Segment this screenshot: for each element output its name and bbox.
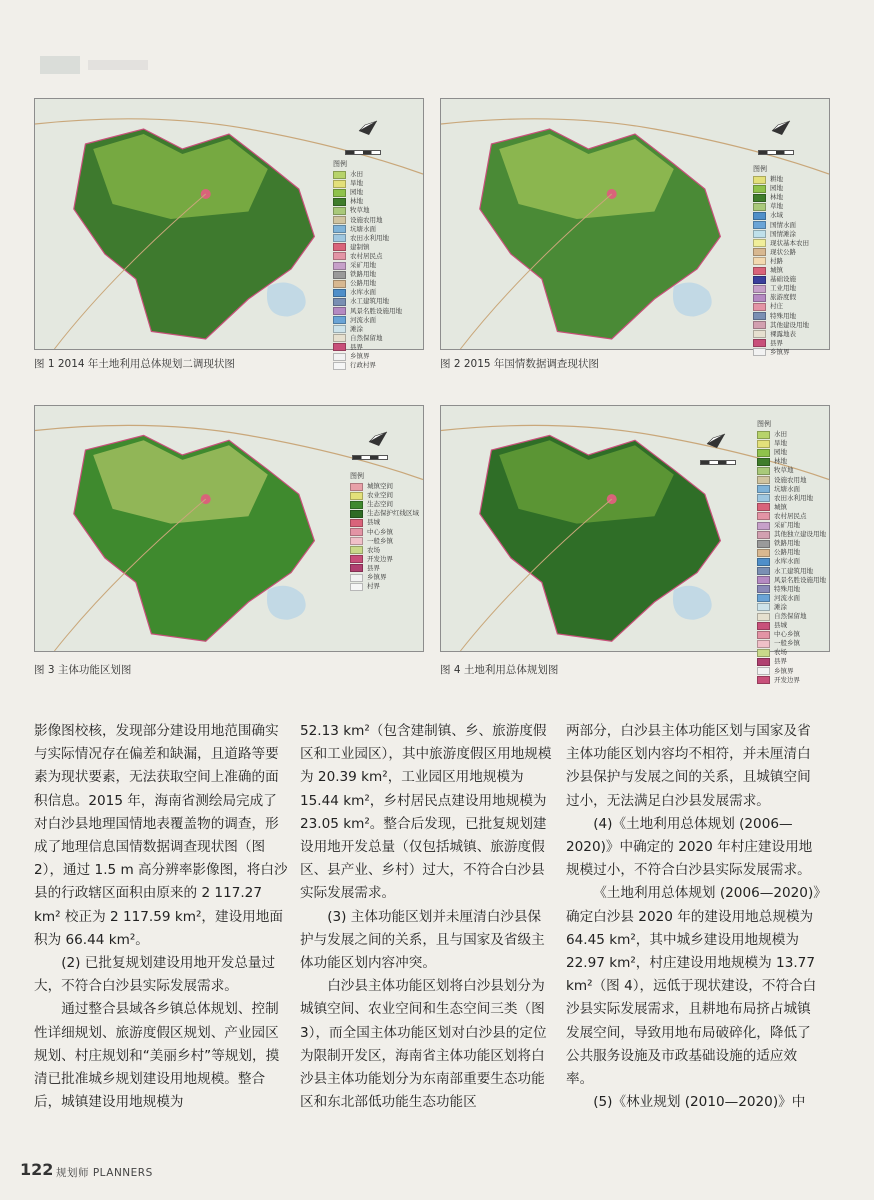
- legend-swatch: [753, 303, 766, 311]
- legend-swatch: [757, 440, 770, 448]
- legend-swatch: [333, 252, 346, 260]
- legend-label: 现状公路: [770, 247, 796, 256]
- legend-item: [333, 225, 402, 234]
- legend-item: [333, 234, 402, 243]
- legend-swatch: [757, 494, 770, 502]
- legend-label: 现状基本农田: [770, 238, 809, 247]
- legend-item: [753, 230, 809, 239]
- legend-swatch: [333, 289, 346, 297]
- scale-bar: [758, 150, 794, 155]
- legend-swatch: [753, 239, 766, 247]
- legend-label: 自然保留地: [774, 611, 807, 620]
- legend-label: 村界: [367, 582, 380, 591]
- legend-label: 乡镇界: [367, 573, 387, 582]
- legend-swatch: [757, 522, 770, 530]
- legend-label: 铁路用地: [350, 270, 376, 279]
- legend-swatch: [350, 528, 363, 536]
- legend-swatch: [333, 307, 346, 315]
- legend-swatch: [753, 248, 766, 256]
- legend-item: [753, 284, 809, 293]
- map-legend: [753, 165, 809, 357]
- paragraph: (3) 主体功能区划并未厘清白沙县保护与发展之间的关系，且与国家及省级主体功能区划内容冲突。: [300, 908, 545, 972]
- legend-label: 风景名胜设施用地: [774, 575, 826, 584]
- legend-label: 河流水面: [350, 315, 376, 324]
- scale-bar: [352, 455, 388, 460]
- legend-label: 水田: [350, 170, 363, 179]
- legend-label: 设施农用地: [350, 215, 383, 224]
- figure-caption: 图 3 主体功能区划图: [34, 664, 132, 676]
- legend-label: 旱地: [350, 179, 363, 188]
- legend-label: 特殊用地: [770, 311, 796, 320]
- paragraph: (5)《林业规划 (2010—2020)》中: [593, 1094, 806, 1111]
- legend-label: 县城: [774, 621, 787, 630]
- legend-label: 基础设施: [770, 275, 796, 284]
- legend-swatch: [753, 221, 766, 229]
- figure-caption: 图 4 土地利用总体规划图: [440, 664, 559, 676]
- legend-swatch: [753, 276, 766, 284]
- legend-label: 国情水面: [770, 220, 796, 229]
- legend-label: 园地: [350, 188, 363, 197]
- legend-swatch: [333, 207, 346, 215]
- legend-item: [753, 330, 809, 339]
- legend-item: [333, 279, 402, 288]
- legend-item: [753, 184, 809, 193]
- legend-swatch: [753, 176, 766, 184]
- legend-item: [350, 546, 419, 555]
- legend-item: [757, 630, 826, 639]
- legend-swatch: [350, 546, 363, 554]
- legend-swatch: [333, 316, 346, 324]
- legend-item: [757, 567, 826, 576]
- legend-label: 旱地: [774, 439, 787, 448]
- legend-item: [350, 518, 419, 527]
- legend-label: 建制镇: [350, 242, 370, 251]
- figure-caption: 图 1 2014 年土地利用总体规划二调现状图: [34, 358, 235, 370]
- legend-swatch: [753, 267, 766, 275]
- legend-label: 开发边界: [367, 554, 393, 563]
- legend-swatch: [350, 537, 363, 545]
- legend-item: [757, 439, 826, 448]
- legend-item: [753, 221, 809, 230]
- legend-swatch: [753, 285, 766, 293]
- legend-item: [350, 500, 419, 509]
- legend-swatch: [333, 262, 346, 270]
- legend-item: [757, 530, 826, 539]
- legend-label: 水库水面: [350, 288, 376, 297]
- legend-label: 林地: [770, 193, 783, 202]
- legend-item: [757, 503, 826, 512]
- legend-label: 牧草地: [774, 466, 794, 475]
- paragraph: 白沙县主体功能区划将白沙县划分为城镇空间、农业空间和生态空间三类（图 3），而全国主体功能区划对白沙县的定位为限制开发区，海南省主体功能区划将白沙县主体功能划分为东南部重要生态功能区和东北部低功能生态功能区: [300, 978, 547, 1111]
- legend-label: 采矿用地: [350, 261, 376, 270]
- legend-item: [757, 603, 826, 612]
- legend-label: 农场: [774, 648, 787, 657]
- journal-name: 规划师 PLANNERS: [56, 1167, 153, 1179]
- legend-swatch: [757, 567, 770, 575]
- legend-swatch: [757, 631, 770, 639]
- legend-title: 图例: [757, 420, 771, 428]
- legend-label: 河流水面: [774, 593, 800, 602]
- legend-swatch: [350, 574, 363, 582]
- legend-swatch: [757, 549, 770, 557]
- legend-swatch: [757, 449, 770, 457]
- legend-item: [753, 321, 809, 330]
- legend-item: [333, 179, 402, 188]
- legend-item: [757, 657, 826, 666]
- legend-item: [753, 175, 809, 184]
- legend-swatch: [350, 564, 363, 572]
- legend-swatch: [753, 212, 766, 220]
- legend-label: 裸露地表: [770, 329, 796, 338]
- legend-swatch: [753, 185, 766, 193]
- legend-item: [757, 648, 826, 657]
- legend-swatch: [757, 540, 770, 548]
- legend-item: [350, 528, 419, 537]
- paragraph: 通过整合县域各乡镇总体规划、控制性详细规划、旅游度假区规划、产业园区规划、村庄规划和“美丽乡村”等规划，摸清已批准城乡规划建设用地规模。整合后，城镇建设用地规模为: [34, 1001, 280, 1111]
- figure-caption: 图 2 2015 年国情数据调查现状图: [440, 358, 599, 370]
- legend-swatch: [753, 321, 766, 329]
- text-column-left: [34, 720, 288, 1114]
- legend-label: 村庄: [770, 302, 783, 311]
- legend-item: [753, 302, 809, 311]
- legend-item: [350, 582, 419, 591]
- legend-item: [757, 621, 826, 630]
- legend-label: 县界: [350, 342, 363, 351]
- legend-swatch: [757, 658, 770, 666]
- legend-label: 农田水利用地: [774, 493, 813, 502]
- legend-label: 特殊用地: [774, 584, 800, 593]
- legend-item: [333, 270, 402, 279]
- legend-label: 工业用地: [770, 284, 796, 293]
- legend-label: 生态保护红线区域: [367, 509, 419, 518]
- text-column-right: [566, 720, 824, 1114]
- legend-label: 公路用地: [774, 548, 800, 557]
- legend-item: [333, 216, 402, 225]
- legend-swatch: [757, 649, 770, 657]
- legend-item: [350, 491, 419, 500]
- legend-swatch: [757, 431, 770, 439]
- legend-label: 县界: [774, 657, 787, 666]
- legend-item: [350, 537, 419, 546]
- legend-label: 农业空间: [367, 491, 393, 500]
- legend-item: [757, 557, 826, 566]
- legend-label: 铁路用地: [774, 539, 800, 548]
- legend-item: [333, 307, 402, 316]
- paragraph: (4)《土地利用总体规划 (2006—2020)》中确定的 2020 年村庄建设用地规模过小，不符合白沙县实际发展需求。: [566, 815, 813, 879]
- legend-swatch: [333, 189, 346, 197]
- legend-label: 风景名胜设施用地: [350, 306, 402, 315]
- legend-swatch: [757, 503, 770, 511]
- legend-swatch: [753, 294, 766, 302]
- legend-item: [350, 564, 419, 573]
- legend-label: 行政村界: [350, 361, 376, 370]
- legend-label: 采矿用地: [774, 521, 800, 530]
- legend-label: 水工建筑用地: [350, 297, 389, 306]
- legend-item: [757, 466, 826, 475]
- legend-label: 园地: [774, 448, 787, 457]
- legend-label: 其他建设用地: [770, 320, 809, 329]
- legend-label: 中心乡镇: [367, 527, 393, 536]
- legend-swatch: [350, 492, 363, 500]
- legend-swatch: [350, 501, 363, 509]
- legend-item: [333, 352, 402, 361]
- legend-swatch: [753, 348, 766, 356]
- legend-item: [350, 482, 419, 491]
- legend-item: [757, 512, 826, 521]
- legend-label: 水库水面: [774, 557, 800, 566]
- paragraph: 两部分，白沙县主体功能区划与国家及省主体功能区划内容均不相符，并未厘清白沙县保护与发展之间的关系，且城镇空间过小，无法满足白沙县发展需求。: [566, 723, 811, 809]
- north-arrow-icon: [357, 117, 379, 137]
- legend-item: [333, 252, 402, 261]
- legend-item: [757, 539, 826, 548]
- page-number: 122: [20, 1160, 54, 1179]
- legend-label: 旅游度假: [770, 293, 796, 302]
- legend-swatch: [753, 230, 766, 238]
- legend-item: [757, 676, 826, 685]
- legend-swatch: [333, 225, 346, 233]
- legend-swatch: [350, 510, 363, 518]
- legend-item: [350, 555, 419, 564]
- legend-swatch: [753, 312, 766, 320]
- legend-item: [753, 239, 809, 248]
- legend-item: [333, 343, 402, 352]
- legend-item: [757, 585, 826, 594]
- legend-label: 中心乡镇: [774, 630, 800, 639]
- paragraph: 52.13 km²（包含建制镇、乡、旅游度假区和工业园区），其中旅游度假区用地规模为 20.39 km²，工业园区用地规模为 15.44 km²，乡村居民点建设用地规模为 23.05 km²。整合后发现，已批复规划建设用地开发总量（仅包括城镇、旅游度假区、县产业、乡村）过大，不符合白沙县实际发展需求。: [300, 723, 552, 902]
- legend-swatch: [350, 555, 363, 563]
- legend-item: [757, 639, 826, 648]
- legend-label: 园地: [770, 184, 783, 193]
- legend-item: [333, 334, 402, 343]
- north-arrow-icon: [367, 428, 389, 448]
- legend-item: [757, 594, 826, 603]
- legend-item: [350, 509, 419, 518]
- legend-swatch: [333, 234, 346, 242]
- legend-item: [757, 476, 826, 485]
- legend-item: [753, 257, 809, 266]
- legend-swatch: [333, 271, 346, 279]
- legend-swatch: [757, 622, 770, 630]
- legend-label: 一般乡镇: [367, 536, 393, 545]
- map-legend: [350, 472, 419, 591]
- legend-item: [333, 325, 402, 334]
- legend-swatch: [753, 257, 766, 265]
- legend-label: 其他独立建设用地: [774, 530, 826, 539]
- legend-label: 农田水利用地: [350, 233, 389, 242]
- map-legend: [333, 160, 402, 370]
- legend-item: [333, 188, 402, 197]
- legend-swatch: [333, 353, 346, 361]
- legend-label: 耕地: [770, 175, 783, 184]
- legend-swatch: [333, 171, 346, 179]
- legend-swatch: [757, 512, 770, 520]
- legend-swatch: [757, 603, 770, 611]
- legend-label: 城镇: [774, 502, 787, 511]
- legend-label: 县城: [367, 518, 380, 527]
- legend-swatch: [333, 243, 346, 251]
- map-legend: [757, 420, 826, 685]
- legend-swatch: [333, 216, 346, 224]
- legend-swatch: [757, 667, 770, 675]
- legend-title: 图例: [350, 472, 364, 480]
- legend-label: 一般乡镇: [774, 639, 800, 648]
- legend-item: [333, 261, 402, 270]
- legend-label: 牧草地: [350, 206, 370, 215]
- legend-item: [333, 206, 402, 215]
- legend-item: [757, 485, 826, 494]
- legend-label: 水域: [770, 211, 783, 220]
- legend-label: 国情滩涂: [770, 229, 796, 238]
- legend-item: [333, 243, 402, 252]
- legend-item: [757, 576, 826, 585]
- legend-swatch: [333, 325, 346, 333]
- text-column-middle: [300, 720, 554, 1114]
- legend-swatch: [753, 194, 766, 202]
- legend-label: 坑塘水面: [774, 484, 800, 493]
- legend-label: 农场: [367, 545, 380, 554]
- legend-item: [757, 494, 826, 503]
- legend-item: [757, 667, 826, 676]
- legend-label: 水田: [774, 430, 787, 439]
- legend-item: [333, 361, 402, 370]
- legend-swatch: [757, 467, 770, 475]
- legend-swatch: [757, 676, 770, 684]
- legend-swatch: [333, 280, 346, 288]
- legend-item: [350, 573, 419, 582]
- legend-label: 县界: [770, 338, 783, 347]
- legend-swatch: [333, 198, 346, 206]
- legend-label: 生态空间: [367, 500, 393, 509]
- legend-item: [333, 297, 402, 306]
- legend-item: [757, 612, 826, 621]
- legend-item: [753, 266, 809, 275]
- legend-swatch: [350, 519, 363, 527]
- paragraph: (2) 已批复规划建设用地开发总量过大，不符合白沙县实际发展需求。: [34, 955, 276, 995]
- legend-swatch: [350, 483, 363, 491]
- legend-label: 开发边界: [774, 675, 800, 684]
- legend-title: 图例: [753, 165, 767, 173]
- legend-label: 城镇: [770, 266, 783, 275]
- legend-swatch: [757, 613, 770, 621]
- header-watermark: [40, 52, 160, 78]
- scale-bar: [345, 150, 381, 155]
- legend-swatch: [757, 576, 770, 584]
- legend-label: 公路用地: [350, 279, 376, 288]
- legend-swatch: [753, 330, 766, 338]
- legend-swatch: [757, 585, 770, 593]
- legend-swatch: [333, 298, 346, 306]
- legend-swatch: [757, 458, 770, 466]
- legend-label: 村路: [770, 256, 783, 265]
- legend-swatch: [333, 362, 346, 370]
- legend-title: 图例: [333, 160, 347, 168]
- legend-label: 林地: [350, 197, 363, 206]
- legend-swatch: [757, 485, 770, 493]
- legend-swatch: [757, 558, 770, 566]
- legend-swatch: [333, 180, 346, 188]
- legend-item: [753, 193, 809, 202]
- legend-item: [753, 348, 809, 357]
- legend-label: 水工建筑用地: [774, 566, 813, 575]
- legend-label: 县界: [367, 563, 380, 572]
- legend-item: [333, 170, 402, 179]
- legend-label: 农村居民点: [350, 251, 383, 260]
- legend-item: [753, 339, 809, 348]
- legend-label: 草地: [770, 202, 783, 211]
- legend-swatch: [757, 531, 770, 539]
- legend-swatch: [757, 594, 770, 602]
- legend-label: 滩涂: [350, 324, 363, 333]
- legend-item: [753, 275, 809, 284]
- north-arrow-icon: [770, 117, 792, 137]
- legend-swatch: [350, 583, 363, 591]
- north-arrow-icon: [705, 430, 727, 450]
- legend-label: 设施农用地: [774, 475, 807, 484]
- legend-label: 乡镇界: [770, 347, 790, 356]
- legend-item: [333, 316, 402, 325]
- legend-label: 林地: [774, 457, 787, 466]
- legend-label: 自然保留地: [350, 333, 383, 342]
- legend-item: [753, 248, 809, 257]
- paragraph: 影像图校核，发现部分建设用地范围确实与实际情况存在偏差和缺漏，且道路等要素为现状要素，无法获取空间上准确的面积信息。2015 年，海南省测绘局完成了对白沙县地理国情地表覆盖物的调查，形成了地理信息国情数据调查现状图（图 2），通过 1.5 m 高分辨率影像图，将白沙县的行政辖区面积由原来的 2 117.27 km² 校正为 2 117.59 km²，建设用地面积为 66.44 km²。: [34, 723, 288, 948]
- legend-swatch: [753, 339, 766, 347]
- scale-bar: [700, 460, 736, 465]
- legend-swatch: [757, 476, 770, 484]
- legend-item: [753, 312, 809, 321]
- legend-swatch: [333, 343, 346, 351]
- legend-item: [753, 211, 809, 220]
- legend-label: 城镇空间: [367, 482, 393, 491]
- paragraph: 《土地利用总体规划 (2006—2020)》确定白沙县 2020 年的建设用地总规模为 64.45 km²，其中城乡建设用地规模为 22.97 km²，村庄建设用地规模为 13.77 km²（图 4），远低于现状建设，不符合白沙县实际发展需求，且耕地布局挤占城镇发展空间，导致用地布局破碎化，降低了公共服务设施及市政基础设施的适应效率。: [566, 885, 821, 1088]
- legend-label: 农村居民点: [774, 511, 807, 520]
- legend-swatch: [757, 640, 770, 648]
- legend-label: 滩涂: [774, 602, 787, 611]
- legend-label: 乡镇界: [774, 666, 794, 675]
- legend-swatch: [753, 203, 766, 211]
- legend-swatch: [333, 334, 346, 342]
- legend-label: 乡镇界: [350, 351, 370, 360]
- legend-item: [757, 448, 826, 457]
- legend-item: [757, 521, 826, 530]
- legend-label: 坑塘水面: [350, 224, 376, 233]
- legend-item: [757, 430, 826, 439]
